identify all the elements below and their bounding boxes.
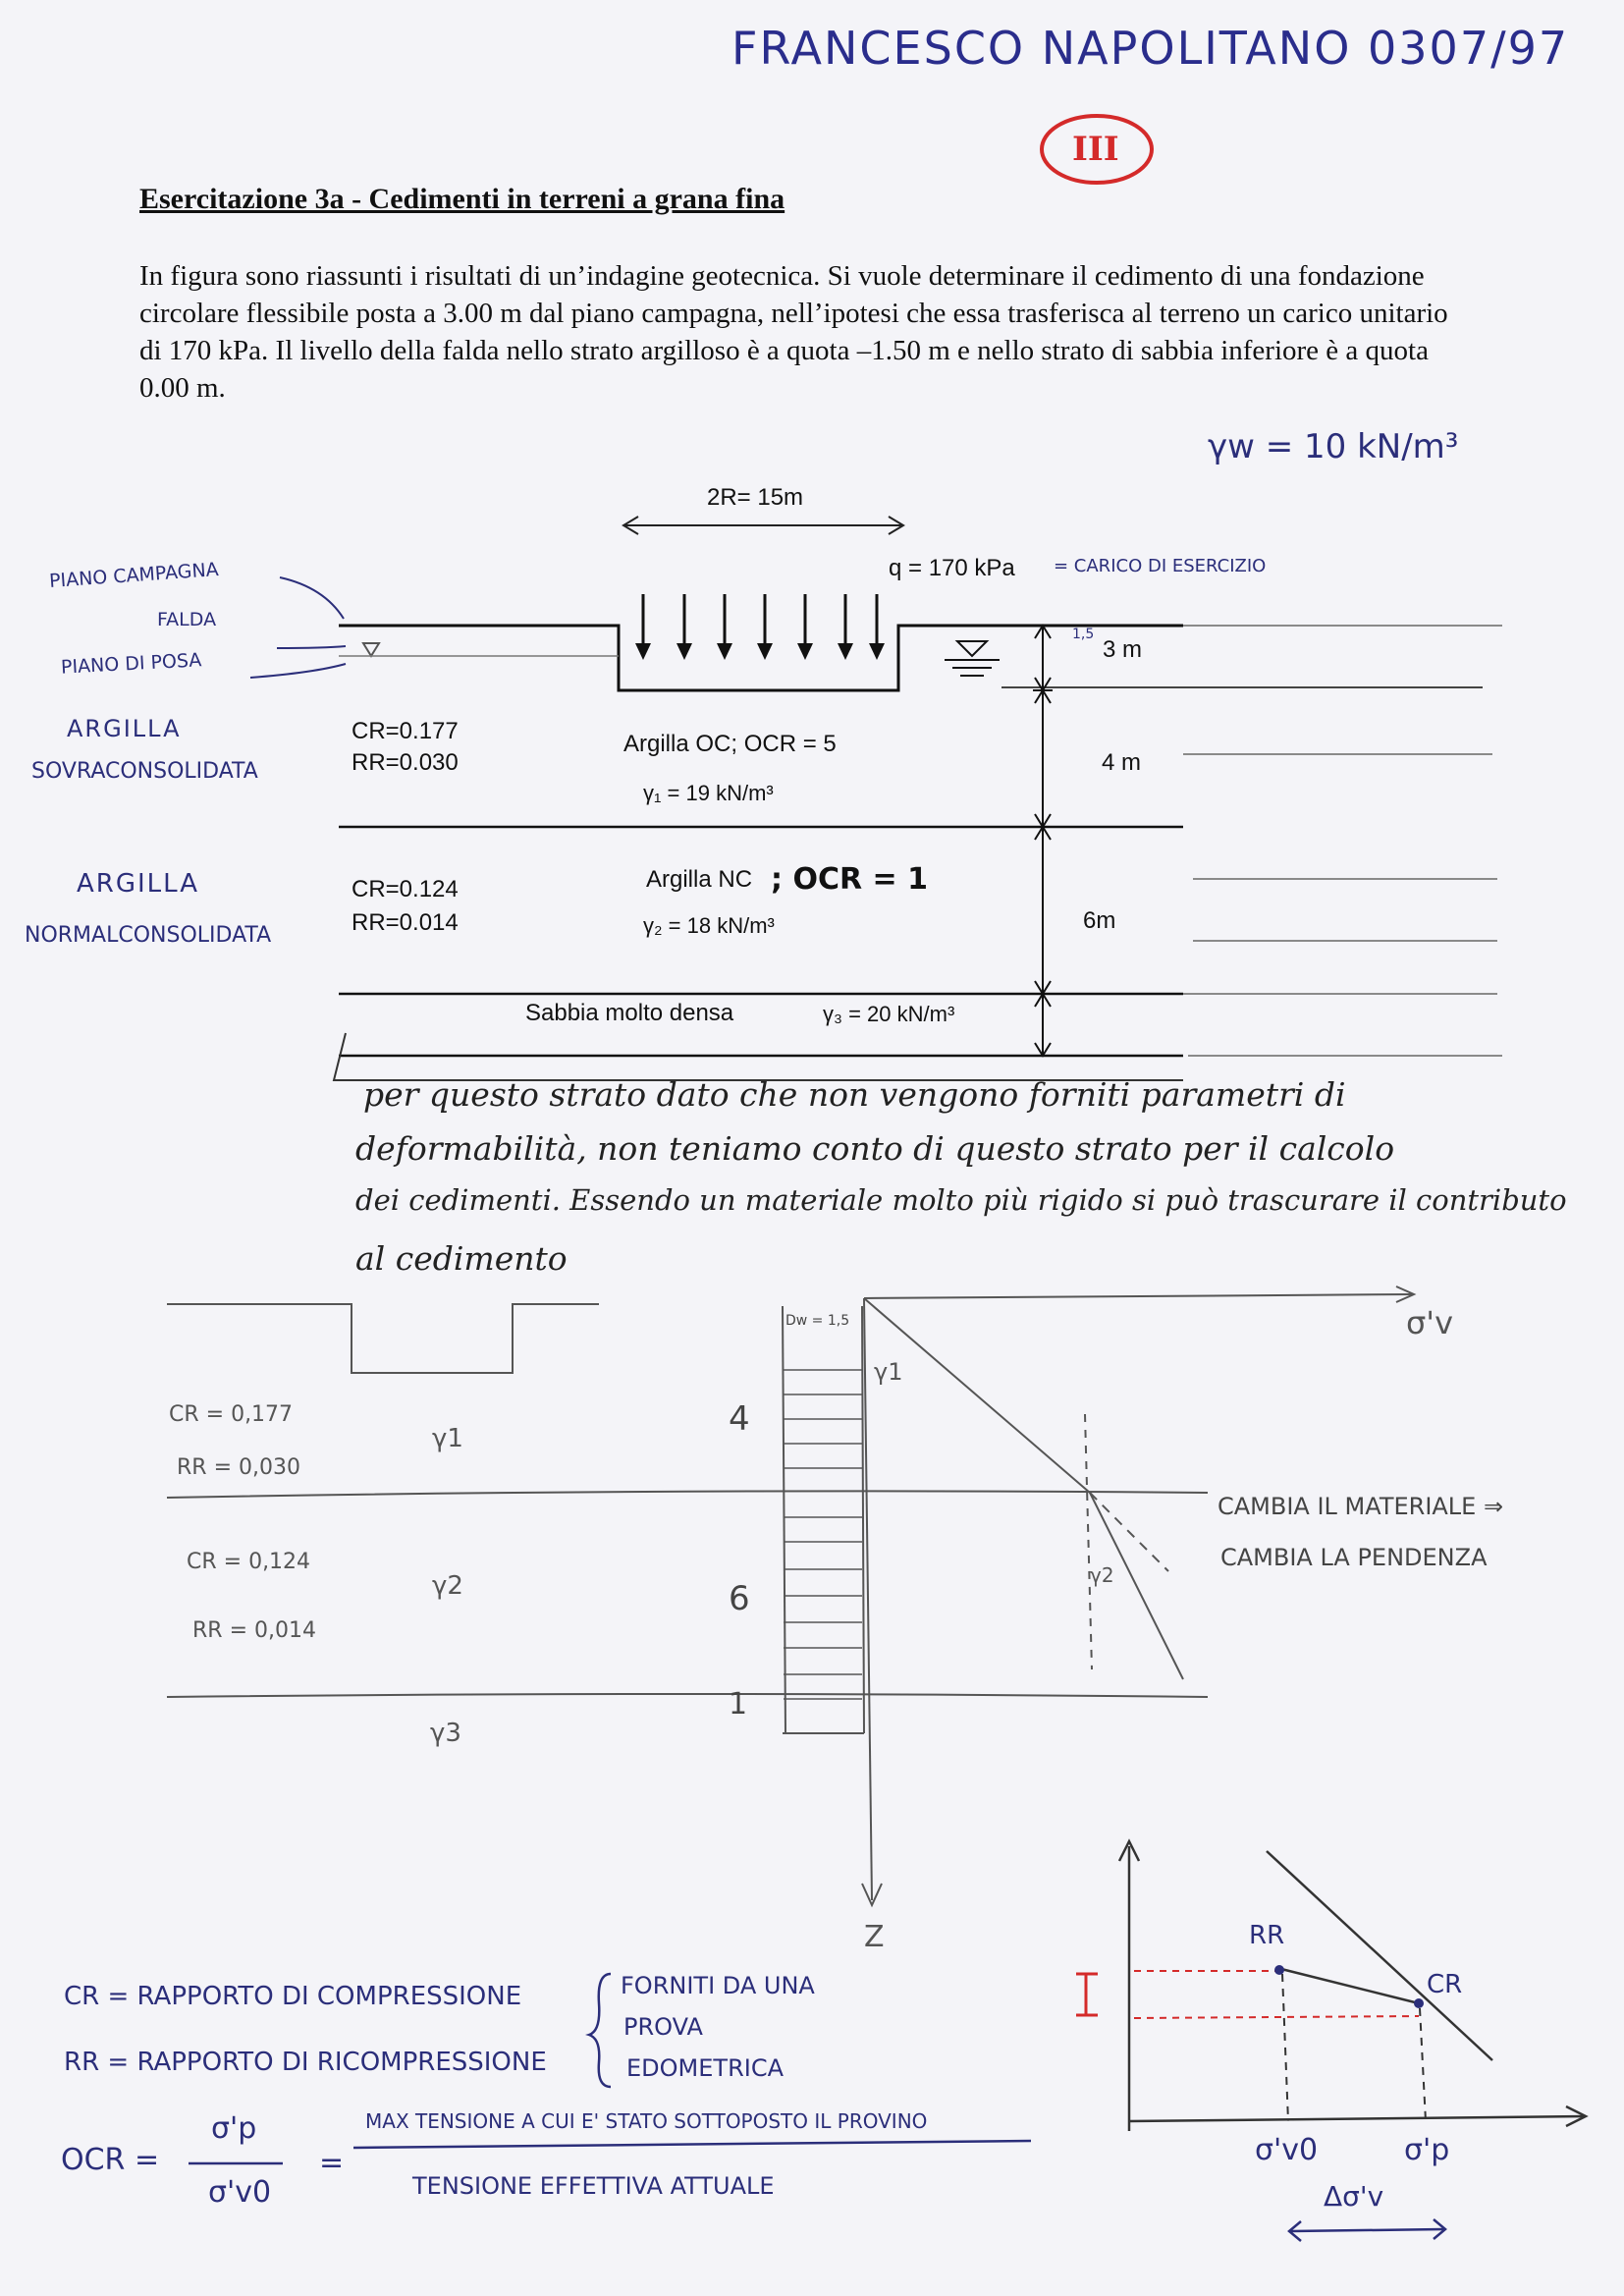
ocr-equals: = — [319, 2146, 345, 2180]
exercise-title: Esercitazione 3a - Cedimenti in terreni a grana fina — [139, 183, 785, 215]
provided-by-3: EDOMETRICA — [626, 2054, 784, 2082]
sand-note-line-3: dei cedimenti. Essendo un materiale molto più rigido si può trascurare il contributo — [355, 1183, 1567, 1217]
layer2-rr: RR=0.014 — [352, 909, 459, 936]
layer2-hand-label: ARGILLA — [77, 869, 200, 899]
rr-definition: RR = RAPPORTO DI RICOMPRESSIONE — [64, 2048, 547, 2077]
cr-definition: CR = RAPPORTO DI COMPRESSIONE — [64, 1982, 522, 2011]
change-note-1: CAMBIA IL MATERIALE ⇒ — [1218, 1493, 1504, 1520]
layer2-name: Argilla NC — [646, 866, 753, 893]
sketch-gamma2-slope: γ2 — [1090, 1563, 1114, 1587]
provided-by-2: PROVA — [623, 2013, 703, 2041]
graph-rr-label: RR — [1249, 1921, 1285, 1950]
sketch-gamma2: γ2 — [432, 1571, 463, 1601]
z-axis-label: Z — [864, 1920, 885, 1954]
provided-by-1: FORNITI DA UNA — [621, 1972, 815, 1999]
graph-sp-label: σ'p — [1404, 2133, 1450, 2167]
depth-top: 3 m — [1103, 636, 1143, 663]
sand-note-line-4: al cedimento — [355, 1239, 568, 1278]
depth-low: 6m — [1083, 907, 1116, 934]
sketch-gamma1: γ1 — [432, 1424, 463, 1453]
change-note-2: CAMBIA LA PENDENZA — [1220, 1544, 1488, 1571]
layer2-gamma: γ₂ = 18 kN/m³ — [643, 913, 775, 938]
sketch-h6: 6 — [729, 1579, 750, 1618]
sigma-v-axis-label: σ'v — [1406, 1304, 1454, 1341]
layer2-cr: CR=0.124 — [352, 876, 459, 902]
roman-numeral: III — [1072, 130, 1119, 169]
layer1-name: Argilla OC; OCR = 5 — [623, 731, 837, 757]
sketch-h1: 1 — [729, 1687, 748, 1722]
sketch-cr1: CR = 0,177 — [169, 1402, 294, 1427]
sand-note-line-1: per questo strato dato che non vengono forniti parametri di — [363, 1075, 1346, 1114]
sketch-cr2: CR = 0,124 — [187, 1550, 311, 1574]
sketch-h4: 4 — [729, 1399, 750, 1439]
graph-cr-label: CR — [1427, 1970, 1463, 1999]
sand-note-line-2: deformabilità, non teniamo conto di questo strato per il calcolo — [355, 1129, 1395, 1168]
graph-dsv-label: Δσ'v — [1324, 2180, 1384, 2213]
two-r-label: 2R= 15m — [707, 484, 804, 511]
layer3-gamma: γ₃ = 20 kN/m³ — [823, 1002, 955, 1026]
student-name: FRANCESCO NAPOLITANO 0307/97 — [731, 22, 1570, 75]
layer2-hand-label-2: NORMALCONSOLIDATA — [25, 923, 272, 948]
depth-top-small: 1,5 — [1072, 627, 1095, 642]
layer1-hand-label: ARGILLA — [67, 715, 182, 742]
exercise-intro: In figura sono riassunti i risultati di un’indagine geotecnica. Si vuole determinare il cedimento di una fondazione circolare flessibile posta a 3.00 m dal piano campagna, nell’ipotesi che essa trasferisca al terreno un carico unitario di 170 kPa. Il livello della falda nello strato argilloso è a quota –1.50 m e nello strato di sabbia inferiore è a quota 0.00 m. — [139, 260, 1448, 404]
ocr-text-denominator: TENSIONE EFFETTIVA ATTUALE — [412, 2172, 775, 2200]
dw-label: Dw = 1,5 — [785, 1313, 850, 1329]
ocr-numerator: σ'p — [211, 2111, 257, 2146]
load-note: = CARICO DI ESERCIZIO — [1054, 556, 1267, 576]
depth-mid: 4 m — [1102, 749, 1142, 776]
ocr-denominator: σ'v0 — [208, 2175, 272, 2210]
side-label-piano-posa: PIANO DI POSA — [60, 649, 202, 679]
side-label-falda: FALDA — [157, 609, 217, 630]
ocr-text-numerator: MAX TENSIONE A CUI E' STATO SOTTOPOSTO IL PROVINO — [365, 2109, 928, 2133]
layer1-cr: CR=0.177 — [352, 718, 459, 744]
layer1-gamma: γ₁ = 19 kN/m³ — [643, 781, 774, 805]
side-label-piano-campagna: PIANO CAMPAGNA — [48, 559, 220, 592]
layer2-ocr-hand: ; OCR = 1 — [771, 862, 928, 897]
graph-x-axis — [1129, 2116, 1586, 2121]
sketch-gamma1-top: γ1 — [874, 1358, 903, 1386]
virgin-line — [1267, 1851, 1492, 2060]
layer1-rr: RR=0.030 — [352, 749, 459, 776]
load-q-label: q = 170 kPa — [889, 555, 1015, 581]
sketch-rr1: RR = 0,030 — [177, 1455, 300, 1480]
sketch-rr2: RR = 0,014 — [192, 1618, 316, 1643]
layer3-name: Sabbia molto densa — [525, 1000, 734, 1026]
gamma-w-label: γw = 10 kN/m³ — [1208, 427, 1459, 466]
layer1-hand-label-2: SOVRACONSOLIDATA — [31, 759, 258, 784]
sketch-gamma3: γ3 — [430, 1719, 461, 1748]
ocr-label: OCR = — [61, 2143, 160, 2177]
graph-sv0-label: σ'v0 — [1255, 2133, 1319, 2167]
